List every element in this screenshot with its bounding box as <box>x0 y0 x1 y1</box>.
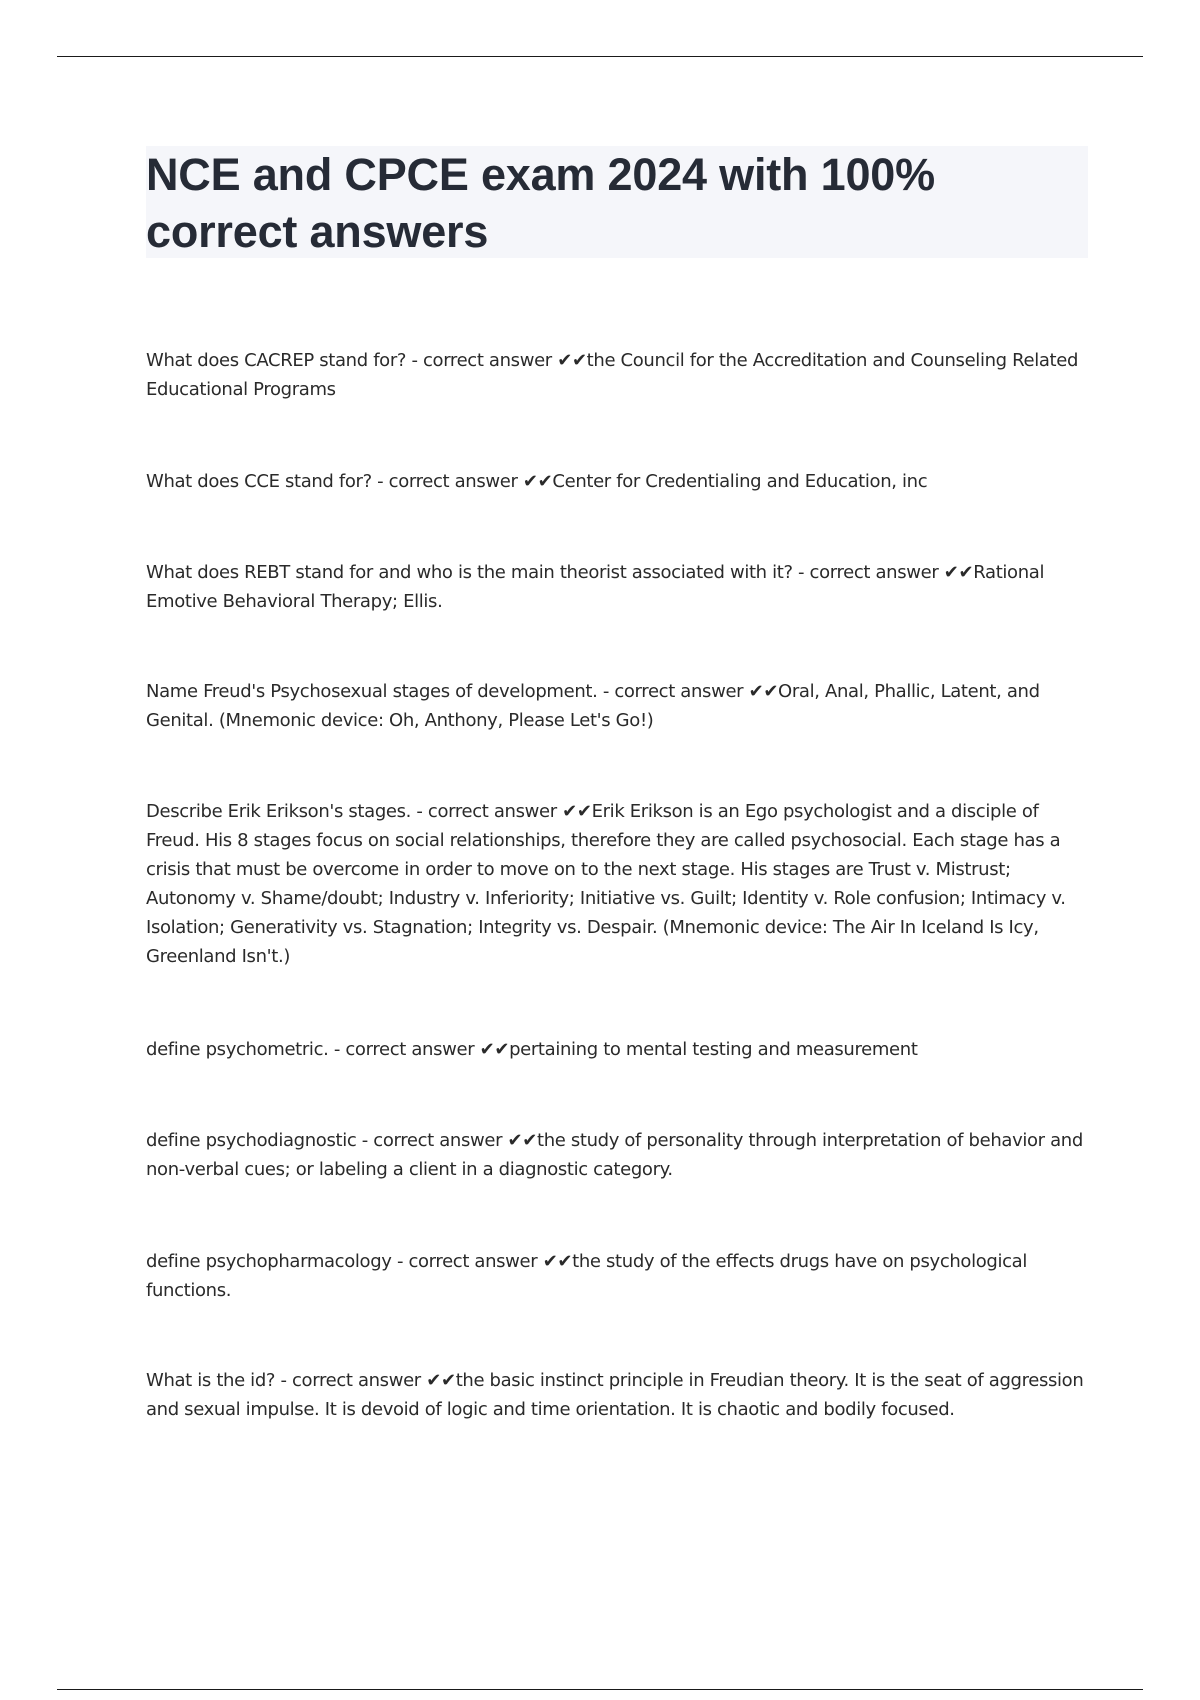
title-banner <box>146 146 1088 258</box>
top-rule <box>57 56 1143 57</box>
qa-entry-rebt: What does REBT stand for and who is the main theorist associated with it? - correct answer ✔✔Rational Emotive Behavioral Therapy; Ellis. <box>146 562 1045 612</box>
qa-entry-psychometric: define psychometric. - correct answer ✔✔pertaining to mental testing and measurement <box>146 1039 918 1060</box>
qa-entry-psychodiagnostic: define psychodiagnostic - correct answer ✔✔the study of personality through interpretation of behavior and non-verbal cues; or labeling a client in a diagnostic category. <box>146 1130 1083 1180</box>
qa-entry-id: What is the id? - correct answer ✔✔the basic instinct principle in Freudian theory. It is the seat of aggression and sexual impulse. It is devoid of logic and time orientation. It is chaotic and bodily focused. <box>146 1370 1084 1420</box>
page-title: NCE and CPCE exam 2024 with 100% correct answers <box>146 149 935 257</box>
qa-entry-cacrep: What does CACREP stand for? - correct answer ✔✔the Council for the Accreditation and Counseling Related Educational Programs <box>146 350 1079 400</box>
qa-entry-erikson-stages: Describe Erik Erikson's stages. - correct answer ✔✔Erik Erikson is an Ego psychologist and a disciple of Freud. His 8 stages focus on social relationships, therefore they are called psychosocial. Each stage has a crisis that must be overcome in order to move on to the next stage. His stages are Trust v. Mistrust; Autonomy v. Shame/doubt; Industry v. Inferiority; Initiative vs. Guilt; Identity v. Role confusion; Intimacy v. Isolation; Generativity vs. Stagnation; Integrity vs. Despair. (Mnemonic device: The Air In Iceland Is Icy, Greenland Isn't.) <box>146 801 1066 967</box>
qa-entry-psychopharmacology: define psychopharmacology - correct answer ✔✔the study of the effects drugs have on psychological functions. <box>146 1251 1028 1301</box>
qa-entry-cce: What does CCE stand for? - correct answer ✔✔Center for Credentialing and Education, inc <box>146 471 928 492</box>
bottom-rule <box>57 1689 1143 1690</box>
qa-entry-freud-stages: Name Freud's Psychosexual stages of development. - correct answer ✔✔Oral, Anal, Phallic, Latent, and Genital. (Mnemonic device: Oh, Anthony, Please Let's Go!) <box>146 681 1040 731</box>
